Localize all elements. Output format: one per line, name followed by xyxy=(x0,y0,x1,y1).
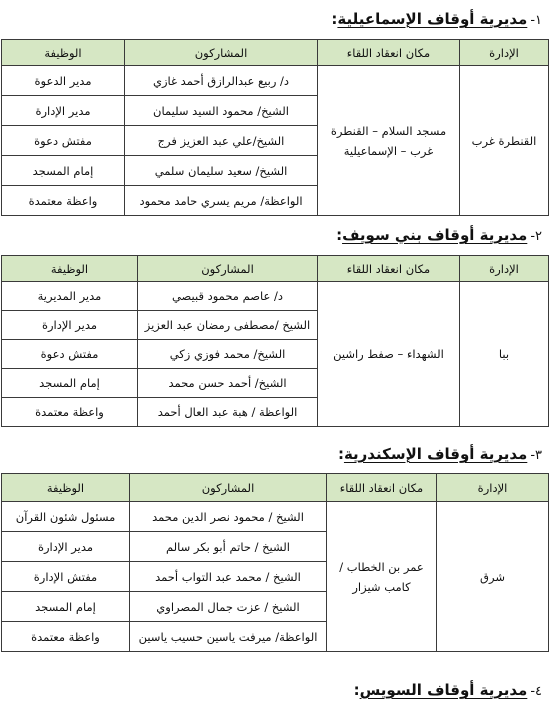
job-cell: مفتش دعوة xyxy=(2,340,138,369)
participant-cell: الشيخ/ محمد فوزي زكي xyxy=(138,340,318,369)
header-admin: الإدارة xyxy=(460,256,549,282)
section-3-heading: ٣-مديرية أوقاف الإسكندرية: xyxy=(337,445,542,463)
section-3-table xyxy=(1,473,549,652)
participant-cell: الشيخ/علي عبد العزيز فرج xyxy=(125,126,318,156)
section-number: ١- xyxy=(530,13,542,28)
section-4-heading: ٤-مديرية أوقاف السويس: xyxy=(353,681,542,699)
section-number: ٤- xyxy=(530,684,542,699)
section-2-heading: ٢-مديرية أوقاف بني سويف: xyxy=(336,226,542,244)
section-title: مديرية أوقاف بني سويف xyxy=(342,226,528,244)
admin-cell: شرق xyxy=(437,502,549,652)
header-participants: المشاركون xyxy=(125,40,318,66)
header-venue: مكان انعقاد اللقاء xyxy=(327,474,437,502)
job-cell: واعظة معتمدة xyxy=(2,186,125,216)
section-2-table xyxy=(1,255,549,427)
job-cell: واعظة معتمدة xyxy=(2,622,130,652)
participant-cell: الشيخ / حاتم أبو بكر سالم xyxy=(130,532,327,562)
job-cell: مفتش الإدارة xyxy=(2,562,130,592)
admin-cell: القنطرة غرب xyxy=(460,66,549,216)
participant-cell: الشيخ / عزت جمال المصراوي xyxy=(130,592,327,622)
participant-cell: الشيخ / محمد عبد التواب أحمد xyxy=(130,562,327,592)
header-job: الوظيفة xyxy=(2,256,138,282)
section-1-heading: ١-مديرية أوقاف الإسماعيلية: xyxy=(331,10,542,28)
section-1-table xyxy=(1,39,549,216)
participant-cell: الواعظة/ مريم يسري حامد محمود xyxy=(125,186,318,216)
job-cell: إمام المسجد xyxy=(2,369,138,398)
section-title: مديرية أوقاف السويس xyxy=(359,681,528,699)
venue-cell: الشهداء – صفط راشين xyxy=(318,282,460,427)
job-cell: مدير الإدارة xyxy=(2,311,138,340)
job-cell: مدير الإدارة xyxy=(2,96,125,126)
participant-cell: د/ ربيع عبدالرازق أحمد غازي xyxy=(125,66,318,96)
participant-cell: الشيخ/ سعيد سليمان سلمي xyxy=(125,156,318,186)
participant-cell: الواعظة/ ميرفت ياسين حسيب ياسين xyxy=(130,622,327,652)
admin-cell: ببا xyxy=(460,282,549,427)
participant-cell: الشيخ /مصطفى رمضان عبد العزيز xyxy=(138,311,318,340)
header-participants: المشاركون xyxy=(138,256,318,282)
job-cell: مدير الإدارة xyxy=(2,532,130,562)
participant-cell: الشيخ/ أحمد حسن محمد xyxy=(138,369,318,398)
participant-cell: الشيخ / محمود نصر الدين محمد xyxy=(130,502,327,532)
venue-cell: مسجد السلام – القنطرة غرب – الإسماعيلية xyxy=(318,66,460,216)
header-participants: المشاركون xyxy=(130,474,327,502)
header-job: الوظيفة xyxy=(2,40,125,66)
header-job: الوظيفة xyxy=(2,474,130,502)
section-title: مديرية أوقاف الإسكندرية xyxy=(343,445,528,463)
table-row xyxy=(2,502,549,532)
section-number: ٣- xyxy=(530,448,542,463)
section-number: ٢- xyxy=(530,229,542,244)
table-row xyxy=(2,66,549,96)
participant-cell: الشيخ/ محمود السيد سليمان xyxy=(125,96,318,126)
participant-cell: الواعظة / هبة عبد العال أحمد xyxy=(138,398,318,427)
section-title: مديرية أوقاف الإسماعيلية xyxy=(337,10,528,28)
job-cell: مفتش دعوة xyxy=(2,126,125,156)
header-admin: الإدارة xyxy=(460,40,549,66)
job-cell: مدير المديرية xyxy=(2,282,138,311)
header-admin: الإدارة xyxy=(437,474,549,502)
job-cell: مدير الدعوة xyxy=(2,66,125,96)
header-venue: مكان انعقاد اللقاء xyxy=(318,256,460,282)
header-venue: مكان انعقاد اللقاء xyxy=(318,40,460,66)
job-cell: واعظة معتمدة xyxy=(2,398,138,427)
job-cell: إمام المسجد xyxy=(2,592,130,622)
participant-cell: د/ عاصم محمود قبيصي xyxy=(138,282,318,311)
job-cell: إمام المسجد xyxy=(2,156,125,186)
venue-cell: عمر بن الخطاب / كامب شيزار xyxy=(327,502,437,652)
job-cell: مسئول شئون القرآن xyxy=(2,502,130,532)
table-row xyxy=(2,282,549,311)
